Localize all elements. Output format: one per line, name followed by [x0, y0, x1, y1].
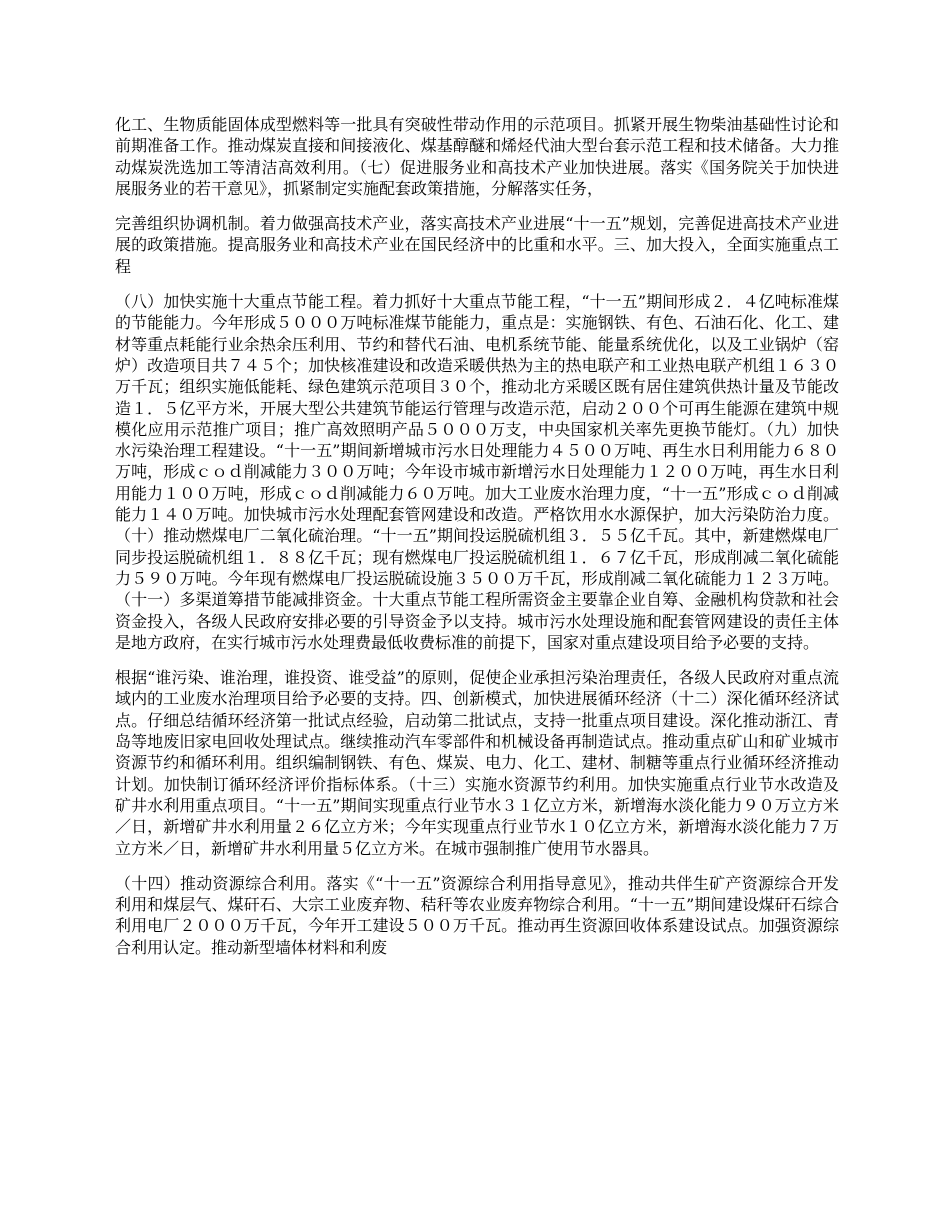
paragraph-2: 完善组织协调机制。着力做强高技术产业，落实高技术产业进展“十一五”规划，完善促进高技术产业进展的政策措施。提高服务业和高技术产业在国民经济中的比重和水平。三、加大投入，全面实施重点工程 [115, 214, 839, 276]
paragraph-5: （十四）推动资源综合利用。落实《“十一五”资源综合利用指导意见》，推动共伴生矿产资源综合开发利用和煤层气、煤矸石、大宗工业废弃物、秸秆等农业废弃物综合利用。“十一五”期间建设煤矸石综合利用电厂２０００万千瓦，今年开工建设５００万千瓦。推动再生资源回收体系建设试点。加强资源综合利用认定。推动新型墙体材料和利废 [115, 873, 839, 957]
paragraph-3: （八）加快实施十大重点节能工程。着力抓好十大重点节能工程，“十一五”期间形成２．４亿吨标准煤的节能能力。今年形成５０００万吨标准煤节能能力，重点是：实施钢铁、有色、石油石化、化工、建材等重点耗能行业余热余压利用、节约和替代石油、电机系统节能、能量系统优化，以及工业锅炉（窑炉）改造项目共７４５个；加快核准建设和改造采暖供热为主的热电联产和工业热电联产机组１６３０万千瓦；组织实施低能耗、绿色建筑示范项目３０个，推动北方采暖区既有居住建筑供热计量及节能改造１．５亿平方米，开展大型公共建筑节能运行管理与改造示范，启动２００个可再生能源在建筑中规模化应用示范推广项目；推广高效照明产品５０００万支，中央国家机关率先更换节能灯。（九）加快水污染治理工程建设。“十一五”期间新增城市污水日处理能力４５００万吨、再生水日利用能力６８０万吨，形成ｃｏｄ削减能力３００万吨；今年设市城市新增污水日处理能力１２００万吨，再生水日利用能力１００万吨，形成ｃｏｄ削减能力６０万吨。加大工业废水治理力度，“十一五”形成ｃｏｄ削减能力１４０万吨。加快城市污水处理配套管网建设和改造。严格饮用水水源保护，加大污染防治力度。（十）推动燃煤电厂二氧化硫治理。“十一五”期间投运脱硫机组３．５５亿千瓦。其中，新建燃煤电厂同步投运脱硫机组１．８８亿千瓦；现有燃煤电厂投运脱硫机组１．６７亿千瓦，形成削减二氧化硫能力５９０万吨。今年现有燃煤电厂投运脱硫设施３５００万千瓦，形成削减二氧化硫能力１２３万吨。（十一）多渠道筹措节能减排资金。十大重点节能工程所需资金主要靠企业自筹、金融机构贷款和社会资金投入，各级人民政府安排必要的引导资金予以支持。城市污水处理设施和配套管网建设的责任主体是地方政府，在实行城市污水处理费最低收费标准的前提下，国家对重点建设项目给予必要的支持。 [115, 292, 839, 652]
paragraph-1: 化工、生物质能固体成型燃料等一批具有突破性带动作用的示范项目。抓紧开展生物柴油基础性讨论和前期准备工作。推动煤炭直接和间接液化、煤基醇醚和烯烃代油大型台套示范工程和技术储备。大力推动煤炭洗选加工等清洁高效利用。（七）促进服务业和高技术产业加快进展。落实《国务院关于加快进展服务业的若干意见》，抓紧制定实施配套政策措施，分解落实任务， [115, 115, 839, 198]
document-body [115, 114, 839, 958]
paragraph-4: 根据“谁污染、谁治理，谁投资、谁受益”的原则，促使企业承担污染治理责任，各级人民政府对重点流域内的工业废水治理项目给予必要的支持。四、创新模式，加快进展循环经济（十二）深化循环经济试点。仔细总结循环经济第一批试点经验，启动第二批试点，支持一批重点项目建设。深化推动浙江、青岛等地废旧家电回收处理试点。继续推动汽车零部件和机械设备再制造试点。推动重点矿山和矿业城市资源节约和循环利用。组织编制钢铁、有色、煤炭、电力、化工、建材、制糖等重点行业循环经济推动计划。加快制订循环经济评价指标体系。（十三）实施水资源节约利用。加快实施重点行业节水改造及矿井水利用重点项目。“十一五”期间实现重点行业节水３１亿立方米，新增海水淡化能力９０万立方米／日，新增矿井水利用量２６亿立方米；今年实现重点行业节水１０亿立方米，新增海水淡化能力７万立方米／日，新增矿井水利用量５亿立方米。在城市强制推广使用节水器具。 [115, 668, 839, 858]
